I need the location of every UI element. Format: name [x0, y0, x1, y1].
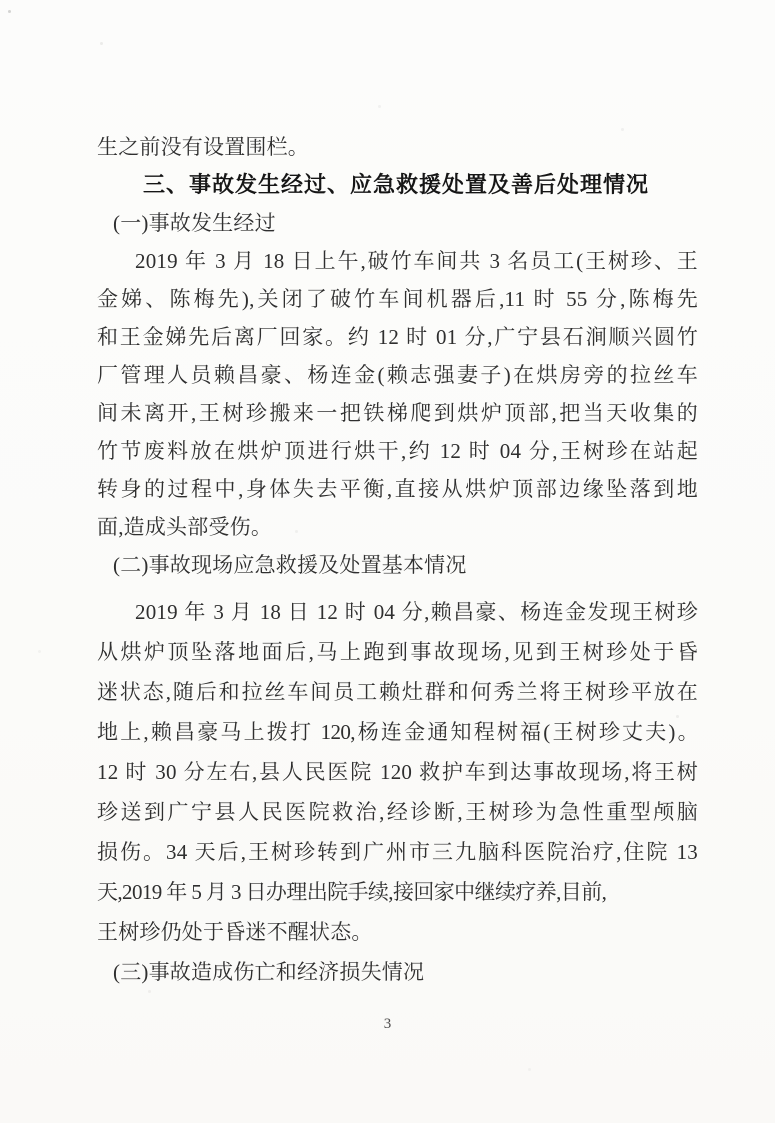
subsection-heading-1: (一)事故发生经过 [113, 211, 276, 235]
body-line: 间未离开,王树珍搬来一把铁梯爬到烘炉顶部,把当天收集的 [97, 401, 698, 425]
body-line: 面,造成头部受伤。 [97, 515, 273, 539]
body-line: 竹节废料放在烘炉顶进行烘干,约 12 时 04 分,王树珍在站起 [97, 439, 698, 463]
body-line: 损伤。34 天后,王树珍转到广州市三九脑科医院治疗,住院 13 [97, 840, 698, 864]
body-line: 从烘炉顶坠落地面后,马上跑到事故现场,见到王树珍处于昏 [97, 640, 698, 664]
body-line: 珍送到广宁县人民医院救治,经诊断,王树珍为急性重型颅脑 [97, 800, 698, 824]
body-line: 天,2019 年 5 月 3 日办理出院手续,接回家中继续疗养,目前, [97, 880, 607, 904]
page-number: 3 [383, 1016, 392, 1032]
paragraph-first-line: 2019 年 3 月 18 日上午,破竹车间共 3 名员工(王树珍、王 [135, 249, 698, 273]
document-text-block [97, 128, 698, 992]
body-line: 王树珍仍处于昏迷不醒状态。 [97, 920, 373, 944]
paragraph-first-line: 2019 年 3 月 18 日 12 时 04 分,赖昌豪、杨连金发现王树珍 [135, 600, 698, 624]
section-heading: 三、事故发生经过、应急救援处置及善后处理情况 [143, 172, 650, 197]
scan-noise-speckles [8, 10, 11, 13]
body-line: 厂管理人员赖昌豪、杨连金(赖志强妻子)在烘房旁的拉丝车 [97, 363, 698, 387]
body-line: 生之前没有设置围栏。 [97, 135, 309, 159]
subsection-heading-2: (二)事故现场应急救援及处置基本情况 [113, 553, 467, 577]
body-line: 地上,赖昌豪马上拨打 120,杨连金通知程树福(王树珍丈夫)。 [97, 720, 698, 744]
body-line: 迷状态,随后和拉丝车间员工赖灶群和何秀兰将王树珍平放在 [97, 680, 698, 704]
body-line: 和王金娣先后离厂回家。约 12 时 01 分,广宁县石涧顺兴圆竹 [97, 325, 698, 349]
body-line: 转身的过程中,身体失去平衡,直接从烘炉顶部边缘坠落到地 [97, 477, 698, 501]
body-line: 金娣、陈梅先),关闭了破竹车间机器后,11 时 55 分,陈梅先 [97, 287, 698, 311]
subsection-heading-3: (三)事故造成伤亡和经济损失情况 [113, 960, 425, 984]
body-line: 12 时 30 分左右,县人民医院 120 救护车到达事故现场,将王树 [97, 760, 698, 784]
